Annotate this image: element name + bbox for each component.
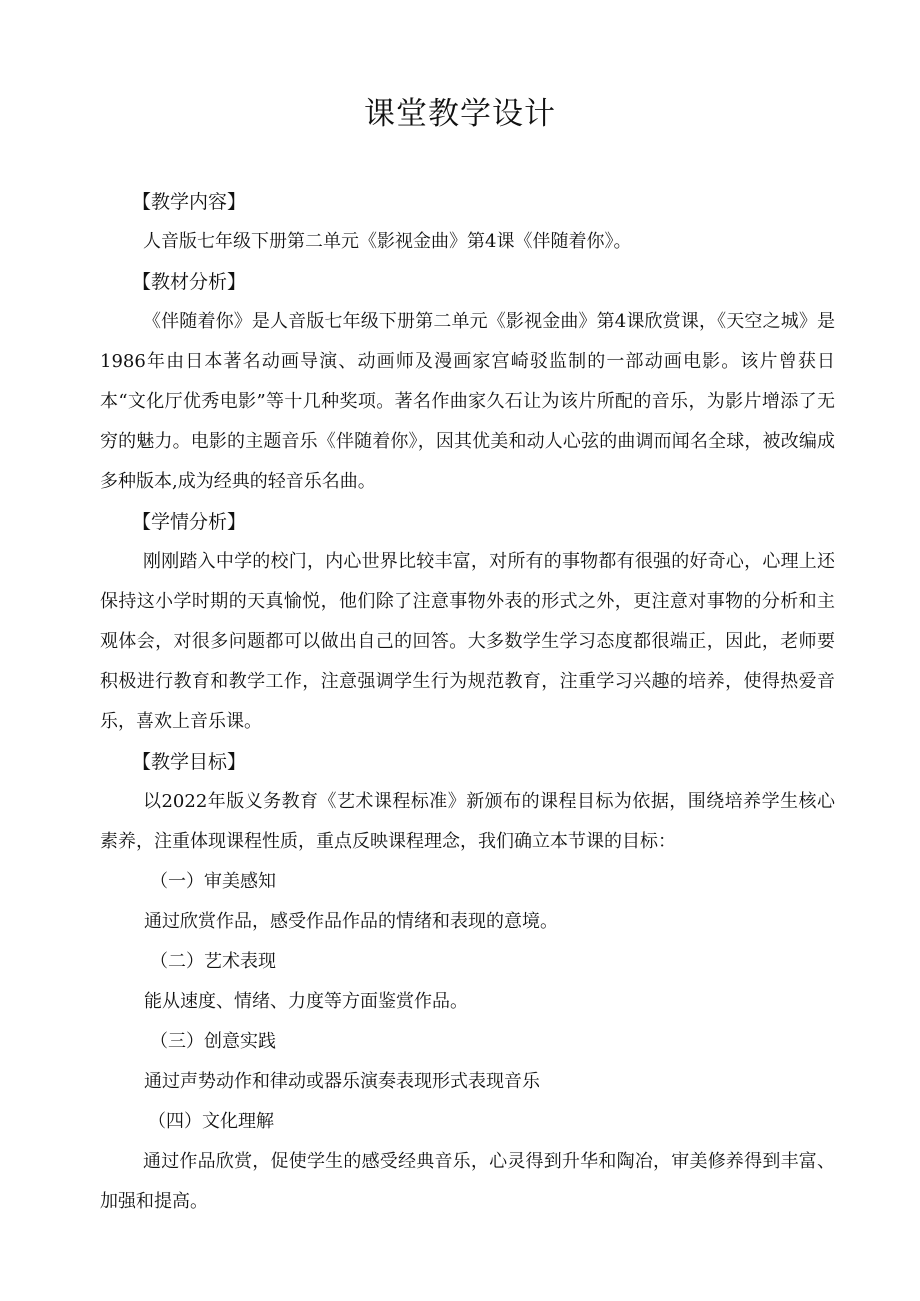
objective-label-aesthetic: （一）审美感知 <box>150 871 276 892</box>
objective-label-practice: （三）创意实践 <box>150 1031 276 1052</box>
document-body <box>100 182 835 1222</box>
learners-paragraph: 刚刚踏入中学的校门，内心世界比较丰富，对所有的事物都有很强的好奇心，心理上还保持这小学时期的天真愉悦，他们除了注意事物外表的形式之外，更注意对事物的分析和主观体会，对很多问题都可以做出自己的回答。大多数学生学习态度都很端正，因此，老师要积极进行教育和教学工作，注意强调学生行为规范教育，注重学习兴趣的培养，使得热爱音乐，喜欢上音乐课。 <box>100 551 835 732</box>
objective-text-aesthetic: 通过欣赏作品，感受作品作品的情绪和表现的意境。 <box>144 911 558 932</box>
section-heading-learners: 【学情分析】 <box>132 511 247 533</box>
objective-text-expression: 能从速度、情绪、力度等方面鉴赏作品。 <box>144 991 468 1012</box>
objective-text-practice: 通过声势动作和律动或器乐演奏表现形式表现音乐 <box>144 1071 540 1092</box>
objective-label-culture: （四）文化理解 <box>148 1111 274 1132</box>
document-title: 课堂教学设计 <box>364 96 556 132</box>
section-heading-material: 【教材分析】 <box>132 271 247 293</box>
objectives-intro-paragraph: 以2022年版义务教育《艺术课程标准》新颁布的课程目标为依据，围绕培养学生核心素养，注重体现课程性质，重点反映课程理念，我们确立本节课的目标： <box>100 791 835 852</box>
content-paragraph: 人音版七年级下册第二单元《影视金曲》第4课《伴随着你》。 <box>143 231 632 252</box>
objective-label-expression: （二）艺术表现 <box>150 951 276 972</box>
material-paragraph: 《伴随着你》是人音版七年级下册第二单元《影视金曲》第4课欣赏课，《天空之城》是1986年由日本著名动画导演、动画师及漫画家宫崎驳监制的一部动画电影。该片曾获日本“文化厅优秀电影”等十几种奖项。著名作曲家久石让为该片所配的音乐，为影片增添了无穷的魅力。电影的主题音乐《伴随着你》，因其优美和动人心弦的曲调而闻名全球，被改编成多种版本,成为经典的轻音乐名曲。 <box>100 311 835 492</box>
section-heading-content: 【教学内容】 <box>132 191 247 213</box>
section-heading-objectives: 【教学目标】 <box>132 751 247 773</box>
objective-text-culture: 通过作品欣赏，促使学生的感受经典音乐，心灵得到升华和陶冶，审美修养得到丰富、加强和提高。 <box>100 1151 835 1212</box>
